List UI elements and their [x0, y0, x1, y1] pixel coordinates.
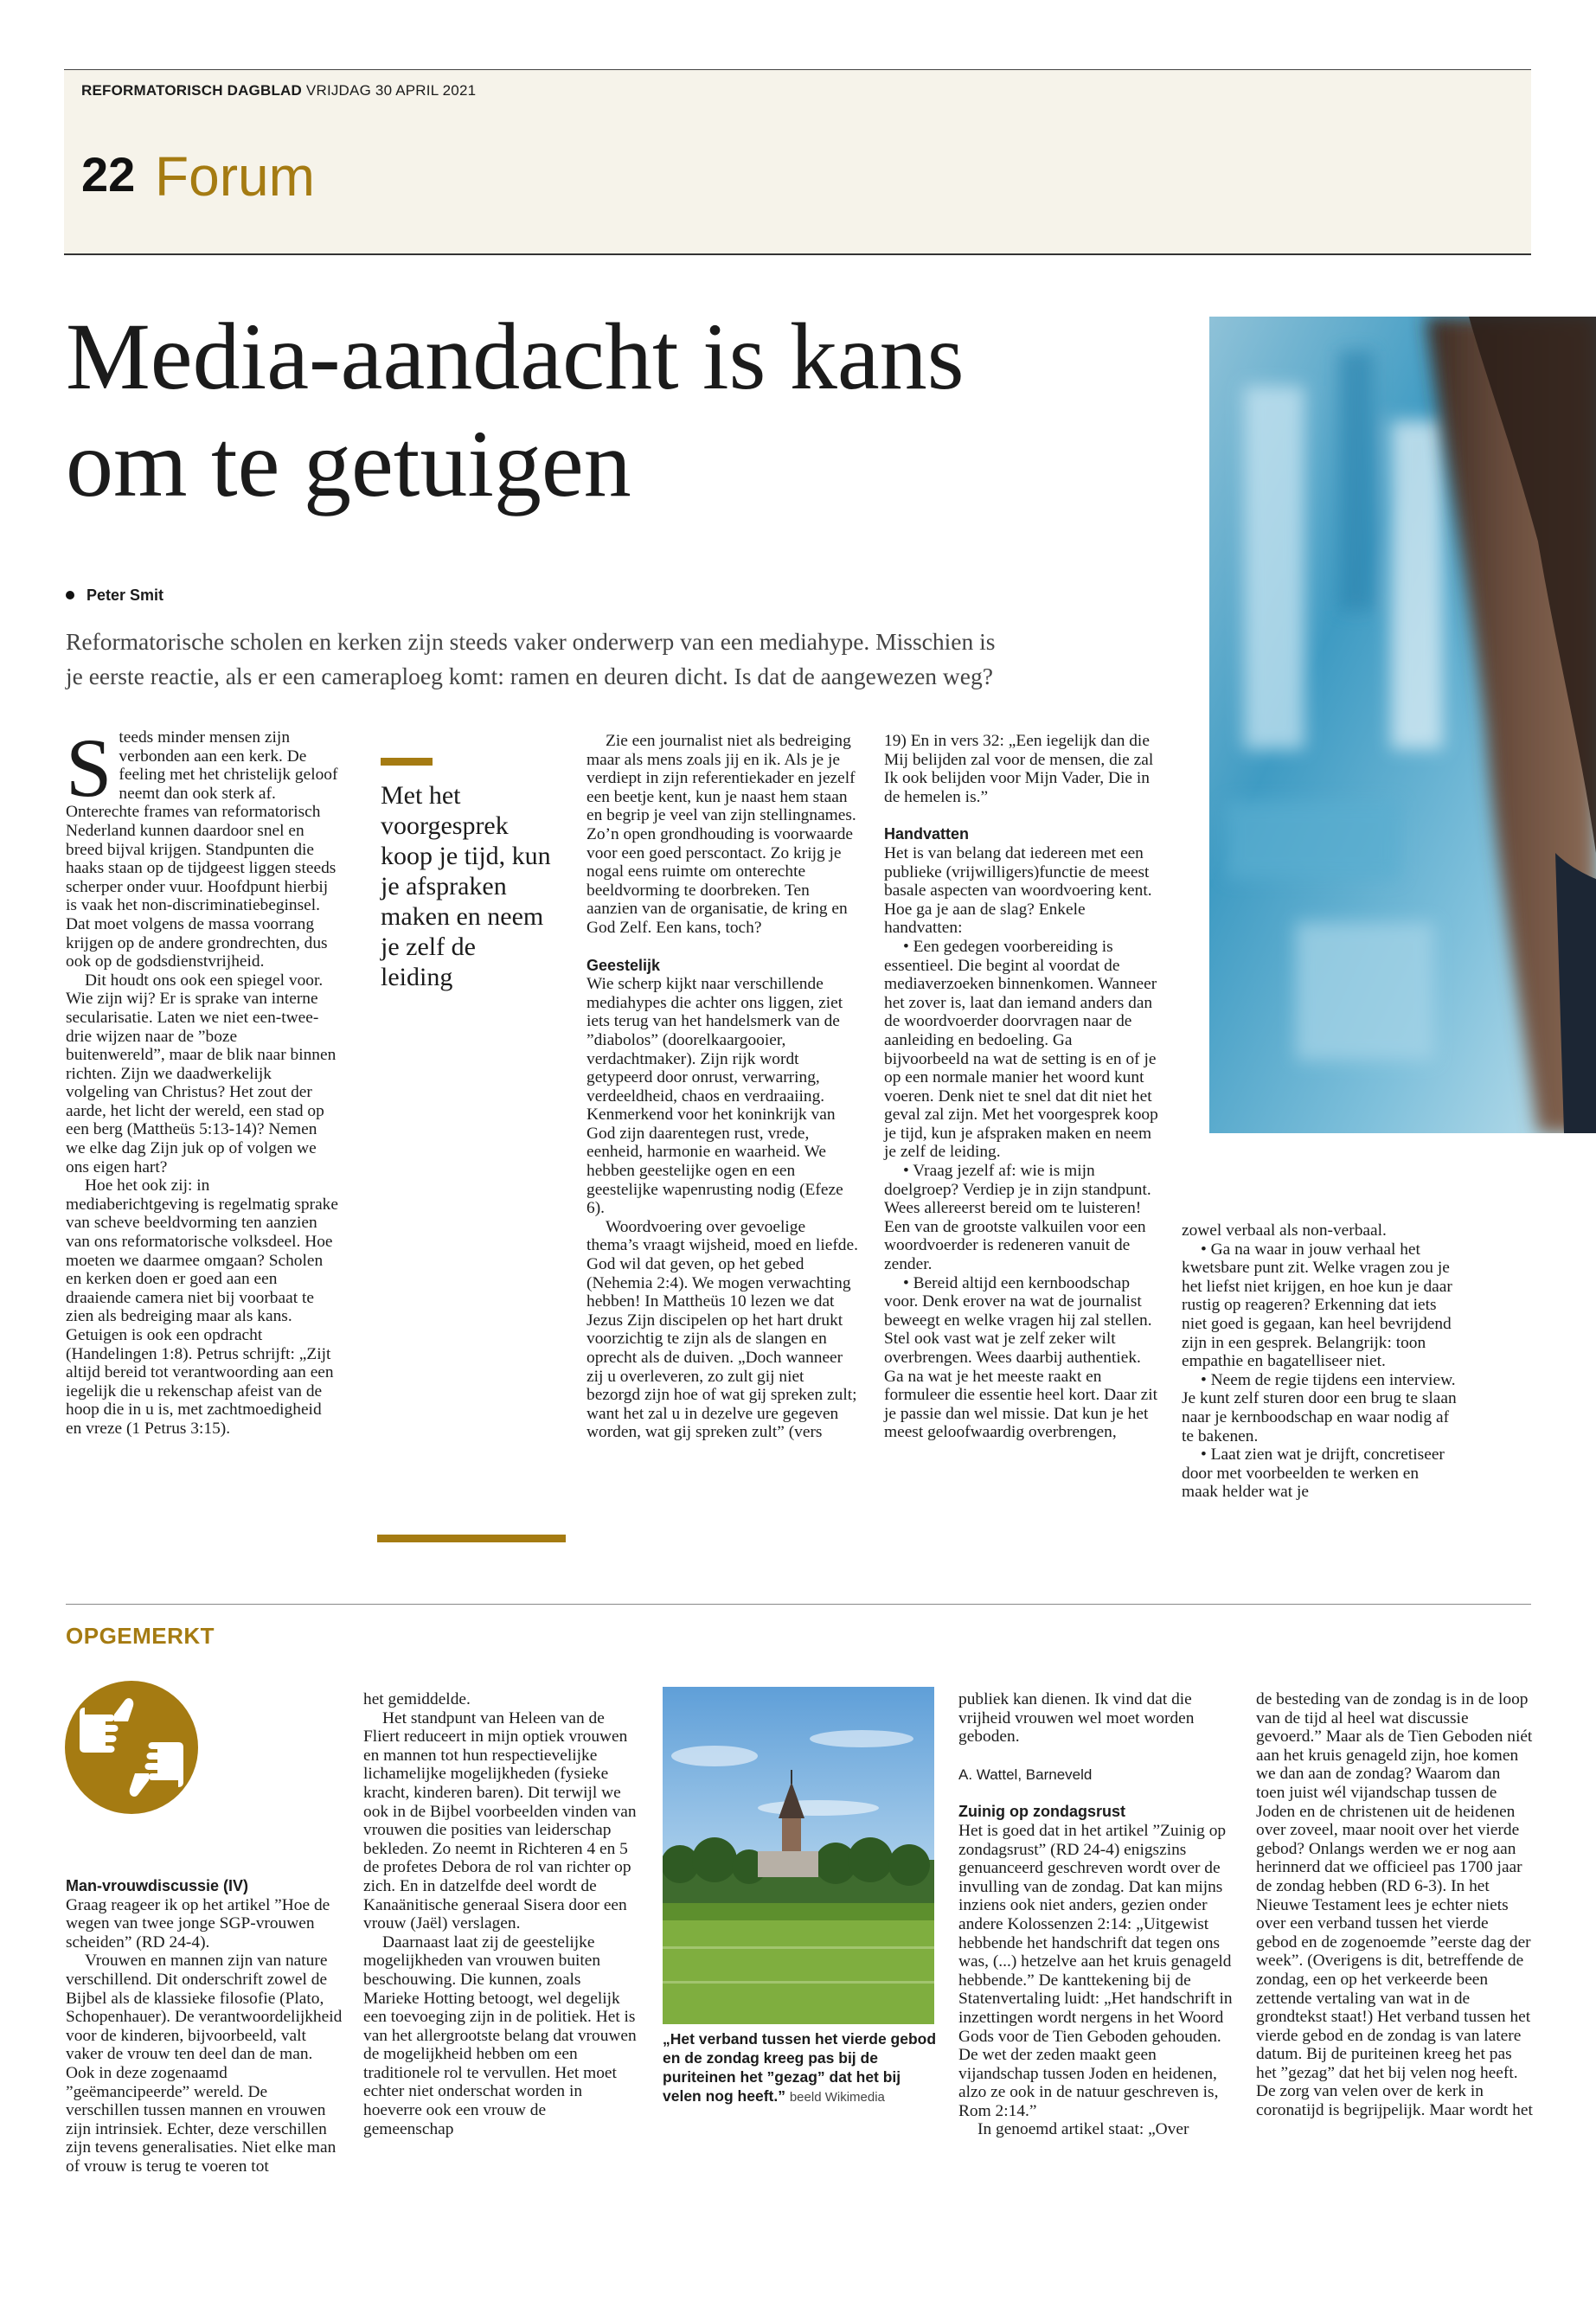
col3-paragraph-1: Zie een journalist niet als bedreiging maar als mens zoals jij en ik. Als je je verdiept in zijn referentiekader en jezelf een beetje kent, kun je naast hem staan en begrip je veel van zijn stellingnames. Zo’n open grondhouding is voorwaarde voor een goed perscontact. Zo krijg je nogal eens ruimte om onterechte beeldvorming te doorbreken. Ten aanzien van de organisatie, de kring en God Zelf. Een kans, toch? — [586, 732, 856, 937]
col3-paragraph-2: Wie scherp kijkt naar verschillende mediahypes die achter ons liggen, ziet iets terug van het handelsmerk van de ”diabolos” (doorelkaargooier, verdachtmaker). Zijn rijk wordt getypeerd door onrust, verwarring, verdeeldheid, chaos en verdraaiing. Kenmerkend voor het koninkrijk van God zijn daarentegen rust, vrede, eenheid, harmonie en waarheid. We hebben geestelijke ogen en een geestelijke wapenrusting nodig (Efeze 6). — [586, 975, 843, 1218]
church-landscape-illustration — [663, 1687, 934, 2024]
col4-paragraph-2: Het is van belang dat iedereen met een publieke (vrijwilligers)functie de meest basale aspecten van woordvoering kent. Hoe ga je aan de slag? Enkele handvatten: — [884, 843, 1152, 938]
caption-credit: beeld Wikimedia — [789, 2090, 885, 2105]
col3-paragraph-3: Woordvoering over gevoelige thema’s vraagt wijsheid, moed en liefde. God wil dat geven, op het gebed (Nehemia 2:4). We mogen verwachting hebben! In Mattheüs 10 lezen we dat Jezus Zijn discipelen op het hart drukt voorzichtig te zijn als de slangen en oprecht als de duiven. „Doch wanneer zij u overleveren, zo zult gij niet bezorgd zijn hoe of wat gij spreken zult; want het zal u in dezelve ure gegeven worden, wat gij spreken zult” (vers — [586, 1217, 858, 1442]
article-headline — [66, 303, 1138, 517]
byline-author: Peter Smit — [87, 586, 164, 604]
col4-paragraph-5: • Bereid altijd een kernboodschap voor. Denk erover na wat de journalist beweegt en welke vragen hij zal stellen. Stel ook vast wat je zelf zeker wilt overbrengen. Wees daarbij authentiek. Ga na wat je het meeste raakt en formuleer die essentie heel kort. Daar zit je passie dan wel missie. Dat kun je het meest geloofwaardig overbrengen, — [884, 1273, 1158, 1442]
pullquote: Met het voorgesprek koop je tijd, kun je afspraken maken en neem je zelf de leiding — [381, 781, 551, 991]
masthead-date: VRIJDAG 30 APRIL 2021 — [305, 82, 477, 99]
col5-paragraph-2: • Ga na waar in jouw verhaal het kwetsbare punt zit. Welke vragen zou je het liefst niet krijgen, en hoe kun je daar rustig op reageren? Erkenning dat iets niet goed is gegaan, kan heel bevrijdend zijn in een gesprek. Belangrijk: toon empathie en bagatelliseer niet. — [1182, 1240, 1452, 1371]
col4-paragraph-1: 19) En in vers 32: „Een iegelijk dan die Mij belijden zal voor de mensen, die zal Ik ook belijden voor Mijn Vader, Die in de hemelen is.” — [884, 732, 1154, 806]
col5-paragraph-4: • Laat zien wat je drijft, concretiseer door met voorbeelden te werken en maak helder wat je — [1182, 1445, 1445, 1502]
article-column-5 — [1182, 1221, 1458, 1502]
article-intro — [66, 625, 1182, 694]
opgemerkt-column-1 — [66, 1877, 343, 2176]
letter1-paragraph-2: Vrouwen en mannen zijn van nature verschillend. Dit onderschrift zowel de Bijbel als de klassieke filosofie (Plato, Schopenhauer). De verantwoordelijkheid voor de kinderen, bijvoorbeeld, valt vaker de vrouw ten deel dan de man. Ook in deze zogenaamd ”geëmancipeerde” wereld. De verschillen tussen mannen en vrouwen zijn intrinsiek. Echter, deze verschillen zijn tevens generalisaties. Niet elke man of vrouw is terug te voeren tot — [66, 1952, 343, 2176]
col1-paragraph-2: Dit houdt ons ook een spiegel voor. Wie zijn wij? Er is sprake van interne secularisatie. Laten we niet een-twee-drie wijzen naar de ”boze buitenwereld”, maar de blik naar binnen richten. Zijn we daadwerkelijk volgeling van Christus? Het zout der aarde, het licht der wereld, een stad op een berg (Mattheüs 5:13-14)? Nemen we elke dag Zijn juk op of volgen we ons eigen hart? — [66, 971, 337, 1176]
letter1-paragraph-4: Het standpunt van Heleen van de Fliert reduceert in mijn optiek vrouwen en mannen tot hun respectievelijke lichamelijke mogelijkheden (fysieke kracht, kinderen baren). Dit terwijl we ook in de Bijbel voorbeelden vinden van vrouwen die posities van leiderschap bekleden. Zo neemt in Richteren 4 en 5 de profetes Debora de rol van richter op zich. En in datzelfde deel wordt de Kanaänitische generaal Sisera door een vrouw (Jaël) verslagen. — [363, 1708, 637, 1933]
letter2-paragraph-2: In genoemd artikel staat: „Over — [977, 2120, 1189, 2139]
page-number: 22 — [81, 147, 136, 202]
headline-line-2: om te getuigen — [66, 411, 631, 516]
col5-paragraph-3: • Neem de regie tijdens een interview. Je kunt zelf sturen door een brug te slaan naar je kernboodschap en waar nodig af te bakenen. — [1182, 1370, 1457, 1445]
opgemerkt-column-2 — [363, 1690, 640, 2138]
col1-paragraph-1: teeds minder mensen zijn verbonden aan een kerk. De feeling met het christelijk geloof neemt dan ook sterk af. Onterechte frames van reformatorisch Nederland kunnen daardoor snel en breed bijval krijgen. Standpunten die haaks staan op de tijdgeest liggen steeds scherper onder vuur. Hoofdpunt hierbij is vaak het non-discriminatiebeginsel. Dat moet volgens de massa voorrang krijgen op de andere grondrechten, dus ook op de godsdienstvrijheid. — [66, 728, 338, 971]
opgemerkt-label: OPGEMERKT — [66, 1623, 215, 1649]
letter1-signature: A. Wattel, Barneveld — [958, 1766, 1093, 1783]
col4-paragraph-4: • Vraag jezelf af: wie is mijn doelgroep? Verdiep je in zijn standpunt. Wees allereerst bereid om te luisteren! Een van de grootste valkuilen voor een woordvoerder is redeneren vanuit de zender. — [884, 1162, 1151, 1274]
section-divider — [66, 1604, 1531, 1605]
letter1-paragraph-6: publiek kan dienen. Ik vind dat die vrijheid vrouwen wel moet worden geboden. — [958, 1690, 1195, 1747]
article-column-3 — [586, 732, 858, 1442]
pullquote-bar-top — [381, 758, 433, 766]
church-photo — [663, 1687, 934, 2024]
masthead-name: REFORMATORISCH DAGBLAD — [81, 82, 302, 99]
opgemerkt-column-4 — [958, 1690, 1235, 2139]
letter1-paragraph-5: Daarnaast laat zij de geestelijke mogelijkheden van vrouwen buiten beschouwing. Die kunnen, zoals Marieke Hotting betoogt, wel degelijk een toevoeging zijn in de politiek. Het is van het allergrootste belang dat vrouwen de mogelijkheid hebben om een traditionele rol te vervullen. Het moet echter niet onderschat worden in hoeverre ook een vrouw de gemeenschap — [363, 1932, 637, 2138]
page-header — [64, 69, 1531, 255]
letter2-paragraph-3: de besteding van de zondag is in de loop van de tijd al heel wat discussie gevoerd.” Maar als de Tien Geboden niét aan het kruis genageld zijn, hoe komen we dan aan de zondag? Waarom dan toen juist wél vijandschap tussen de Joden en de christenen uit de heidenen over zoveel, maar nooit over het vierde gebod? Onlangs werden we er nog aan herinnerd dat we officieel pas 1700 jaar de zondag hebben (RD 6-3). In het Nieuwe Testament lees je echter niets over een verband tussen het vierde gebod en de zogenoemde ”eerste dag der week”. (Overigens is dit, betreffende de zondag, een op het verkeerde been zettende vertaling van wat in de grondtekst staat!) Het verband tussen het vierde gebod en de zondag is van latere datum. Bij de puriteinen kreeg het pas het ”gezag” dat het bij velen nog heeft. De zorg van velen over de kerk in coronatijd is begrijpelijk. Maar wordt het — [1256, 1690, 1533, 2120]
masthead — [81, 82, 476, 99]
col4-subheading: Handvatten — [884, 825, 970, 843]
letter1-title: Man-vrouwdiscussie (IV) — [66, 1877, 249, 1894]
col5-paragraph-1: zowel verbaal als non-verbaal. — [1182, 1221, 1387, 1240]
thumbs-up-down-icon — [64, 1680, 199, 1815]
intro-line-2: je eerste reactie, als er een cameraploeg komt: ramen en deuren dicht. Is dat de aangewezen weg? — [66, 663, 993, 689]
article-column-4 — [884, 732, 1159, 1442]
letter2-title: Zuinig op zondagsrust — [958, 1803, 1125, 1821]
section-title: Forum — [155, 145, 315, 208]
byline — [66, 586, 163, 605]
letter2-paragraph-1: Het is goed dat in het artikel ”Zuinig op zondagsrust” (RD 24-4) enigszins genuanceerd geschreven wordt over de invulling van de zondag. Dat kan mijns inziens ook niet anders, gezien onder andere Kolossenzen 2:14: „Uitgewist hebbende het handschrift dat tegen ons was, (...) hetzelve aan het kruis genageld hebbende.” De kanttekening bij de Statenvertaling luidt: „Het handschrift in inzettingen wordt nergens in het Woord Gods voor de Tien Geboden gehouden. De wet der zeden maakt geen vijandschap tussen Joden en heidenen, alzo ze ook in de natuur geschreven is, Rom 2:14.” — [958, 1821, 1233, 2120]
photo-caption — [663, 2029, 939, 2107]
col1-paragraph-3: Hoe het ook zij: in mediaberichtgeving is regelmatig sprake van scheve beeldvorming ten aanzien van ons reformatorische volksdeel. Hoe moeten we daarmee omgaan? Scholen en kerken doen er goed aan een draaiende camera niet bij voorbaat te zien als bedreiging maar als kans. Getuigen is ook een opdracht (Handelingen 1:8). Petrus schrijft: „Zijt altijd bereid tot verantwoording aan een iegelijk die u rekenschap afeist van de hoop die in u is, met zachtmoedigheid en vreze (1 Petrus 3:15). — [66, 1176, 338, 1438]
caption-text: „Het verband tussen het vierde gebod en de zondag kreeg pas bij de puriteinen het ”gezag” dat het bij velen nog heeft.” — [663, 2030, 937, 2105]
woman-photo-illustration — [1209, 317, 1596, 1133]
col4-paragraph-3: • Een gedegen voorbereiding is essentieel. Die begint al voordat de mediaverzoeken binnenkomen. Wanneer het zover is, laat dan iemand anders dan de woordvoerder doorvragen naar de aanleiding en bedoeling. Ga bijvoorbeeld na wat de setting is en of je op een normale manier het woord kunt voeren. Denk niet te snel dat dit niet het geval zal zijn. Met het voorgesprek koop je tijd, kun je afspraken maken en neem je zelf de leiding. — [884, 937, 1158, 1162]
col3-subheading: Geestelijk — [586, 956, 661, 974]
letter1-paragraph-3: het gemiddelde. — [363, 1690, 471, 1708]
letter1-paragraph-1: Graag reageer ik op het artikel ”Hoe de wegen van twee jonge SGP-vrouwen scheiden” (RD 24-4). — [66, 1895, 330, 1952]
drop-cap: S — [66, 721, 112, 814]
article-photo — [1209, 317, 1596, 1133]
intro-line-1: Reformatorische scholen en kerken zijn steeds vaker onderwerp van een mediahype. Misschien is — [66, 628, 996, 655]
pullquote-bar-bottom — [377, 1535, 566, 1542]
headline-line-1: Media-aandacht is kans — [66, 304, 965, 409]
opgemerkt-column-5 — [1256, 1690, 1533, 2120]
article-column-1 — [66, 721, 339, 1439]
byline-bullet-icon — [66, 591, 74, 599]
